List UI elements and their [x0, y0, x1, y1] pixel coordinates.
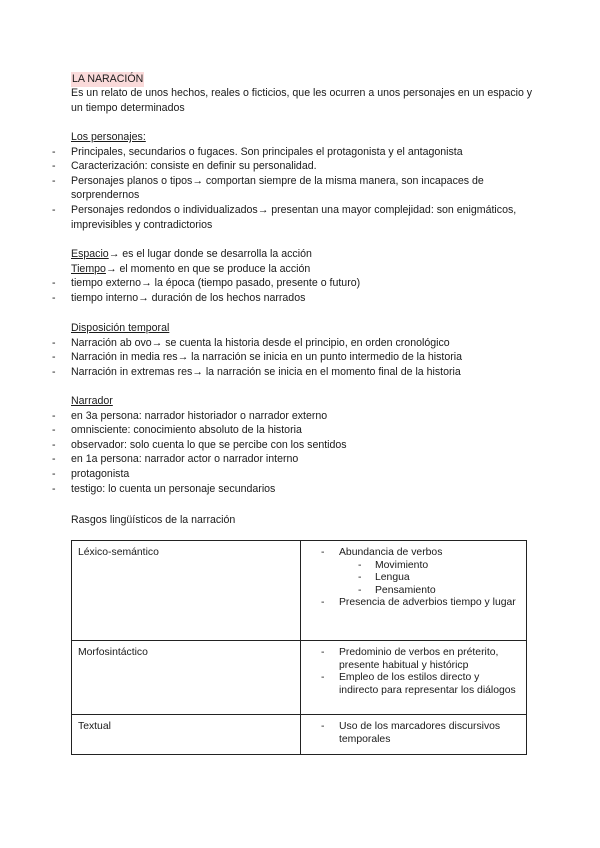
narrador-section: [71, 394, 541, 496]
list-item: - omnisciente: conocimiento absoluto de la historia: [71, 423, 541, 438]
table-cell-content: [301, 541, 527, 641]
table-cell-content: [301, 715, 527, 755]
espacio-tiempo-section: [71, 247, 541, 305]
list-item: - Narración in media res→ la narración se inicia en un punto intermedio de la historia: [71, 350, 551, 365]
list-item: - Personajes redondos o individualizados→ presentan una mayor complejidad: son enigmáticos, imprevisibles y contradictorios: [71, 203, 541, 232]
rasgos-heading: Rasgos lingüísticos de la narración: [71, 514, 236, 526]
list-item: - en 1a persona: narrador actor o narrador interno: [71, 452, 541, 467]
tiempo-text: → el momento en que se produce la acción: [105, 262, 311, 275]
table-row: [72, 541, 527, 641]
personajes-sublist: [71, 174, 541, 232]
table-cell-label: Textual: [72, 715, 301, 755]
narrador-sublist-3a: [71, 423, 541, 452]
table-cell-content: [301, 641, 527, 715]
list-item: - Empleo de los estilos directo y indirecto para representar los diálogos: [339, 672, 520, 697]
list-item: - testigo: lo cuenta un personaje secundarios: [71, 482, 541, 497]
espacio-text: → es el lugar donde se desarrolla la acción: [108, 248, 312, 260]
list-item: - tiempo externo→ la época (tiempo pasado, presente o futuro): [71, 276, 541, 291]
page-title: LA NARACIÓN: [72, 73, 144, 85]
narrador-heading: Narrador: [71, 395, 113, 407]
rasgos-list: [307, 547, 520, 610]
list-item-text: Abundancia de verbos: [339, 547, 443, 558]
rasgos-table: [71, 540, 527, 755]
espacio-term: Espacio: [71, 248, 109, 260]
narrador-list: [71, 409, 541, 424]
personajes-heading: Los personajes:: [71, 131, 146, 143]
espacio-line: [71, 247, 541, 262]
list-item: - observador: solo cuenta lo que se percibe con los sentidos: [71, 438, 541, 453]
disposicion-section: [71, 321, 551, 379]
list-item: - Personajes planos o tipos→ comportan siempre de la misma manera, son incapaces de sorprendernos: [71, 174, 541, 203]
personajes-section: [71, 130, 541, 232]
rasgos-list: [307, 647, 520, 697]
list-item: - Uso de los marcadores discursivos temporales: [339, 721, 520, 746]
disposicion-heading: Disposición temporal: [71, 322, 170, 334]
list-item: - tiempo interno→ duración de los hechos narrados: [71, 291, 541, 306]
tiempo-sublist: [71, 276, 541, 305]
list-item: - Presencia de adverbios tiempo y lugar: [339, 597, 520, 610]
table-row: [72, 641, 527, 715]
narrador-list-2: [71, 452, 541, 467]
list-item: [339, 547, 520, 597]
list-item: - protagonista: [71, 467, 541, 482]
table-cell-label: Léxico-semántico: [72, 541, 301, 641]
rasgos-list: [307, 721, 520, 746]
list-item: - Caracterización: consiste en definir su personalidad.: [71, 159, 541, 174]
personajes-list: [71, 145, 541, 174]
intro-paragraph: Es un relato de unos hechos, reales o ficticios, que les ocurren a unos personajes en un espacio y un tiempo determinados: [71, 87, 533, 114]
list-item: - Principales, secundarios o fugaces. Son principales el protagonista y el antagonista: [71, 145, 541, 160]
verbos-sublist: [339, 560, 520, 598]
list-item: - Narración in extremas res→ la narración se inicia en el momento final de la historia: [71, 365, 551, 380]
table-cell-label: Morfosintáctico: [72, 641, 301, 715]
list-item: - Pensamiento: [375, 585, 520, 598]
list-item: - Predominio de verbos en préterito, presente habitual y históricp: [339, 647, 520, 672]
table-row: [72, 715, 527, 755]
disposicion-list: [71, 336, 551, 380]
narrador-sublist-1a: [71, 467, 541, 496]
tiempo-term: Tiempo: [71, 262, 106, 275]
list-item: - Lengua: [375, 572, 520, 585]
tiempo-line: [71, 262, 541, 277]
list-item: - Movimiento: [375, 560, 520, 573]
list-item: - Narración ab ovo→ se cuenta la historia desde el principio, en orden cronológico: [71, 336, 551, 351]
list-item: - en 3a persona: narrador historiador o narrador externo: [71, 409, 541, 424]
